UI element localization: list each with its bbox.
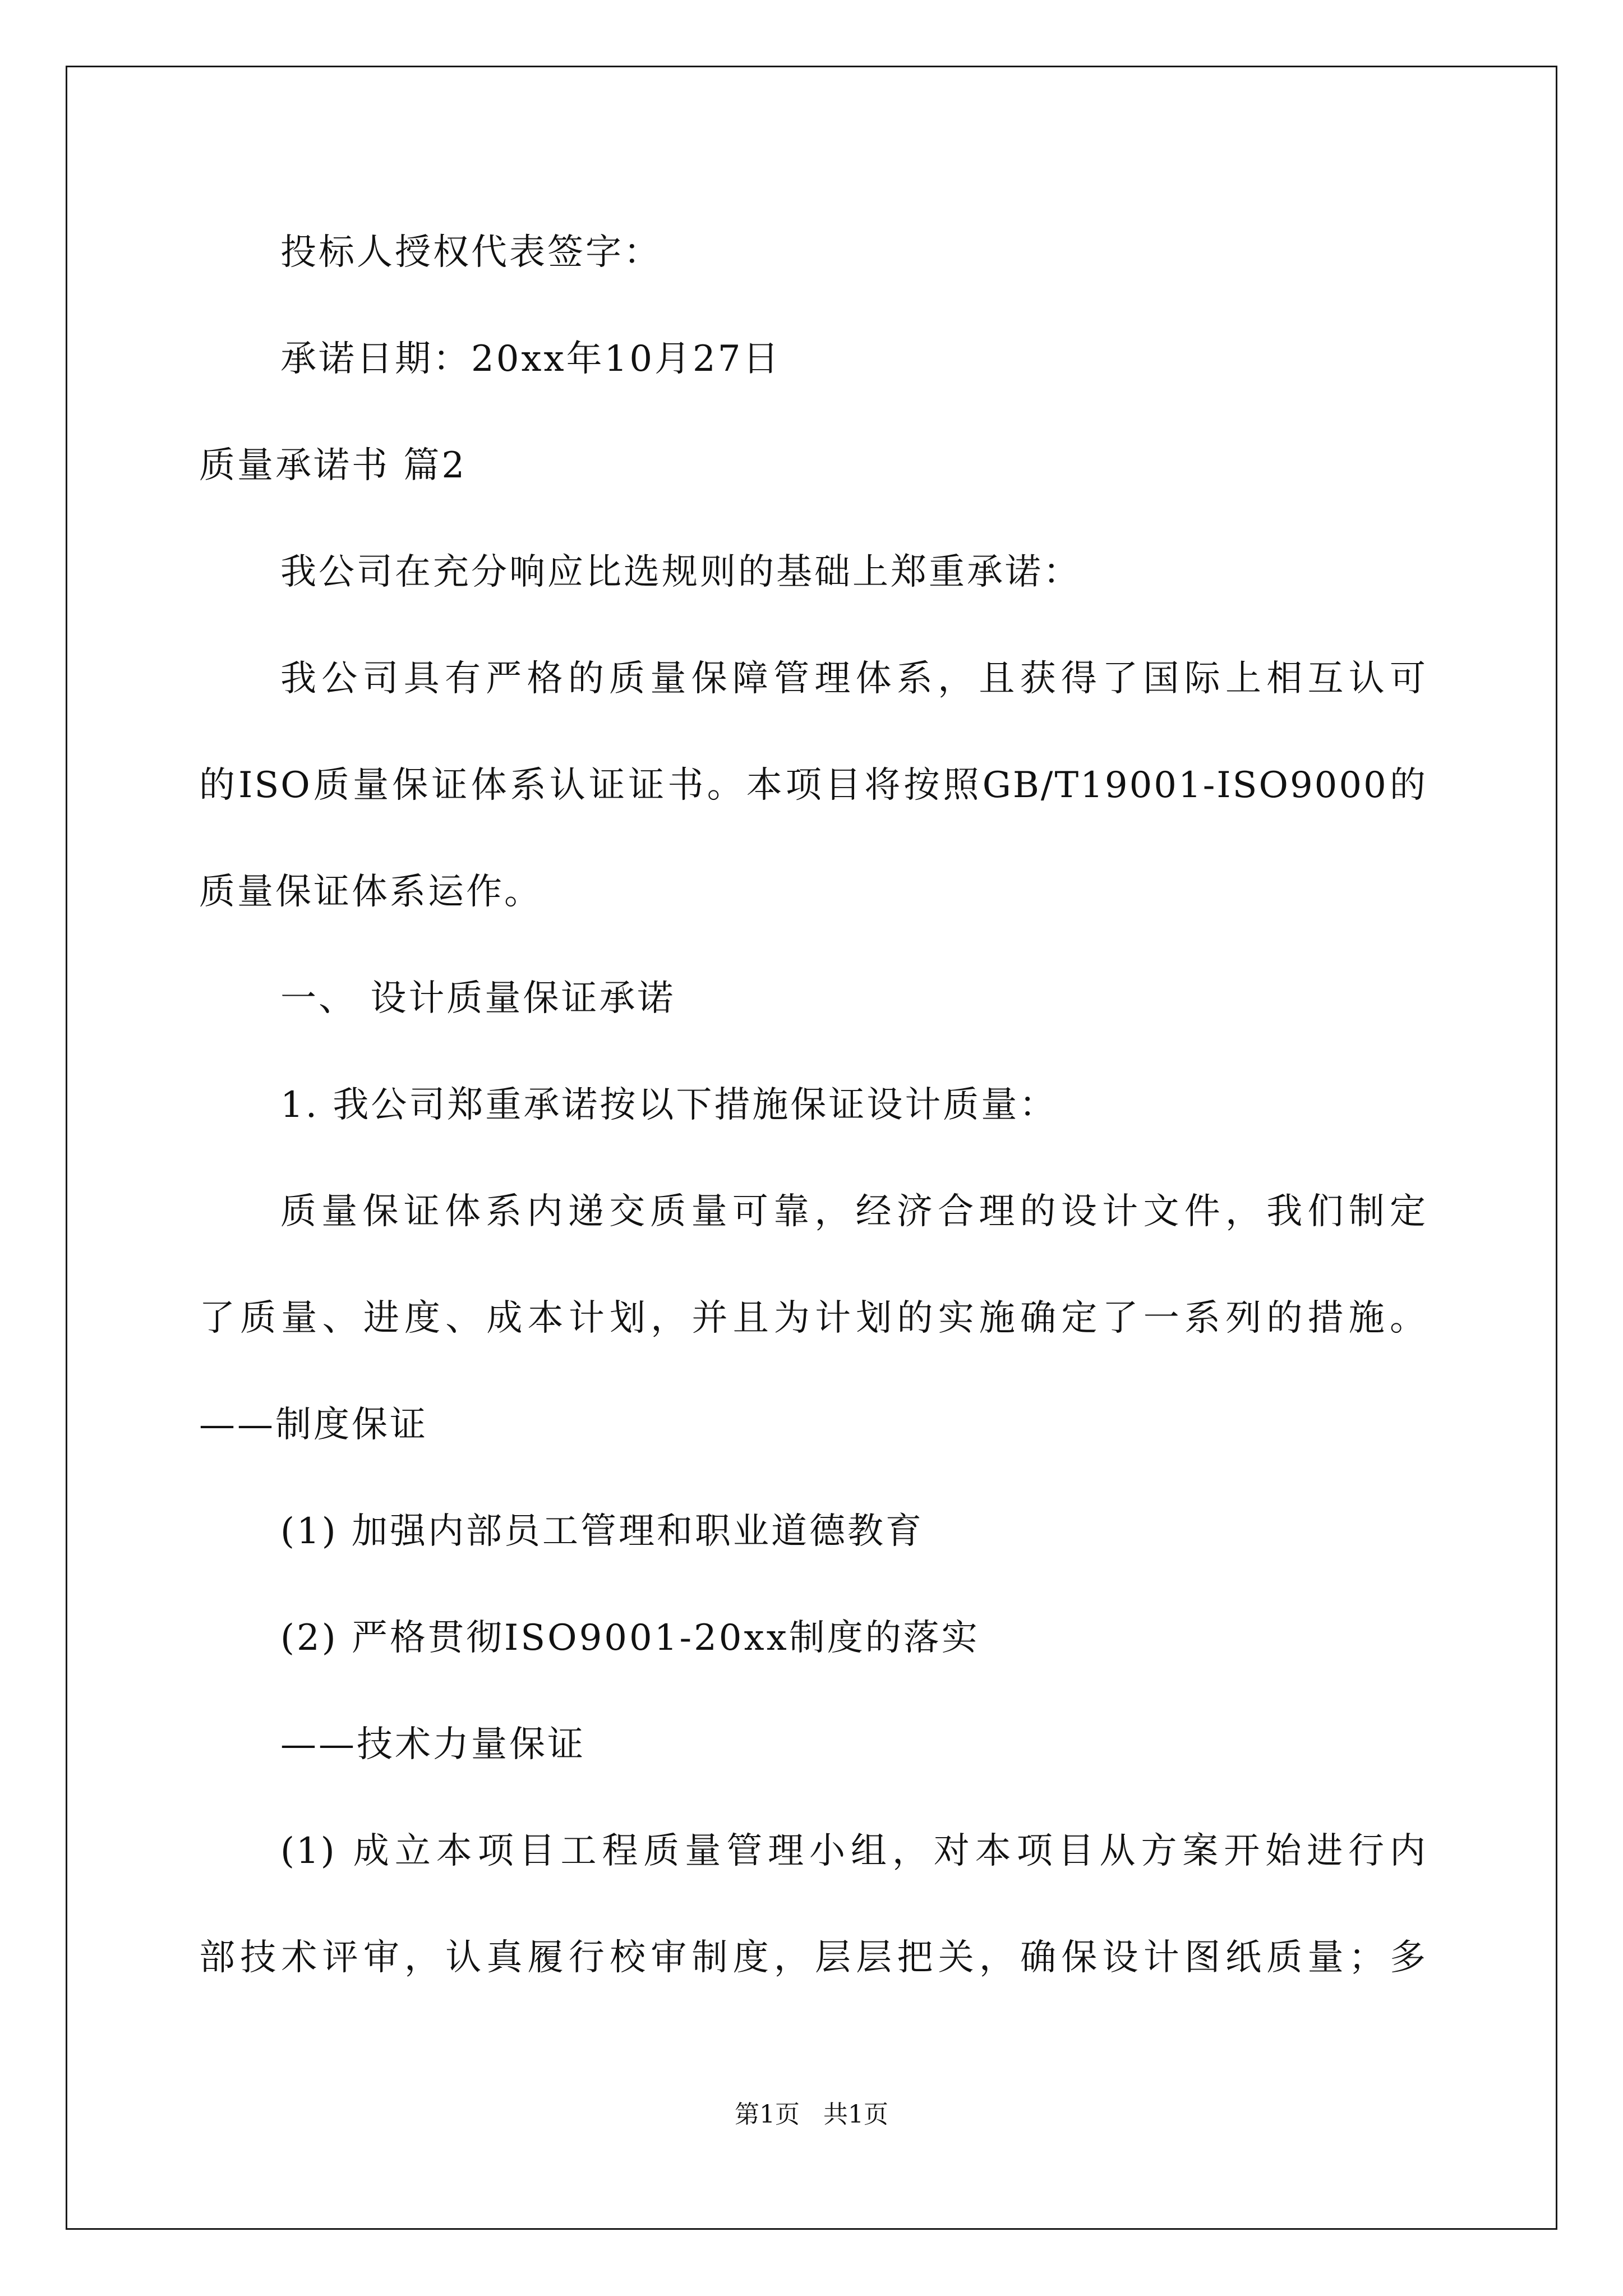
paragraph-line: 我公司具有严格的质量保障管理体系，且获得了国际上相互认可 <box>280 658 1427 700</box>
list-item: (1) 成立本项目工程质量管理小组，对本项目从方案开始进行内 <box>280 1830 1427 1872</box>
page-footer: 第1页 共1页 <box>735 2100 888 2129</box>
paragraph-line: 我公司在充分响应比选规则的基础上郑重承诺： <box>280 551 1081 593</box>
paragraph-line: 了质量、进度、成本计划，并且为计划的实施确定了一系列的措施。 <box>199 1297 1427 1339</box>
subheading: ——技术力量保证 <box>280 1724 585 1765</box>
list-item: (1) 加强内部员工管理和职业道德教育 <box>280 1511 924 1552</box>
commitment-date: 承诺日期：20xx年10月27日 <box>280 338 781 380</box>
paragraph-line: 的ISO质量保证体系认证证书。本项目将按照GB/T19001-ISO9000的 <box>199 765 1427 806</box>
list-item: 1. 我公司郑重承诺按以下措施保证设计质量： <box>280 1084 1058 1126</box>
paragraph-line: 质量保证体系内递交质量可靠，经济合理的设计文件，我们制定 <box>280 1191 1427 1232</box>
page-frame <box>66 66 1557 2230</box>
paragraph-line: 质量保证体系运作。 <box>199 871 542 913</box>
subsection-heading: 一、 设计质量保证承诺 <box>280 978 676 1019</box>
section-title: 质量承诺书 篇2 <box>199 445 467 486</box>
subheading: ——制度保证 <box>199 1404 428 1446</box>
signature-line: 投标人授权代表签字： <box>280 232 662 273</box>
list-item: (2) 严格贯彻ISO9001-20xx制度的落实 <box>280 1617 980 1659</box>
paragraph-line: 部技术评审，认真履行校审制度，层层把关，确保设计图纸质量；多 <box>199 1937 1427 1978</box>
